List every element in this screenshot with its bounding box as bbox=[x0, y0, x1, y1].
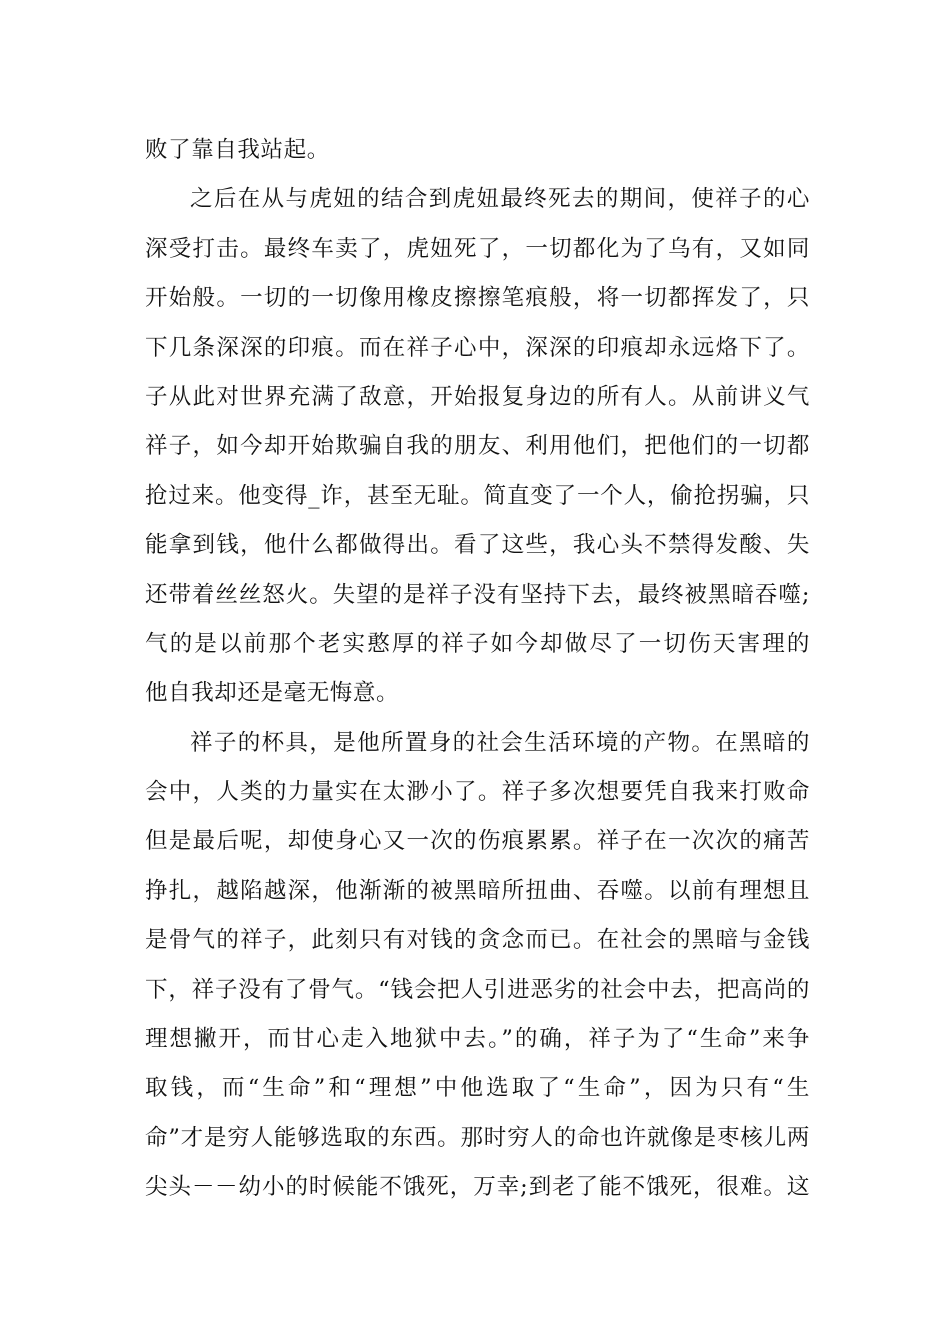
paragraph-first-line: 之后在从与虎妞的结合到虎妞最终死去的期间，使祥子的心 bbox=[190, 186, 810, 213]
text-line: 败了靠自我站起。 bbox=[145, 137, 330, 163]
text-line: 祥子，如今却开始欺骗自我的朋友、利用他们，把他们的一切都 bbox=[145, 433, 810, 460]
text-line: 他自我却还是毫无悔意。 bbox=[145, 680, 400, 707]
text-line: 深受打击。最终车卖了，虎妞死了，一切都化为了乌有，又如同 bbox=[145, 235, 810, 262]
text-line: 下，祥子没有了骨气。“钱会把人引进恶劣的社会中去，把高尚的 bbox=[145, 976, 810, 1003]
text-line: 挣扎，越陷越深，他渐渐的被黑暗所扭曲、吞噬。以前有理想且 bbox=[145, 877, 810, 904]
text-line: 取钱，而“生命”和“理想”中他选取了“生命”，因为只有“生 bbox=[145, 1075, 810, 1102]
text-line: 开始般。一切的一切像用橡皮擦擦笔痕般，将一切都挥发了，只 bbox=[145, 285, 810, 312]
text-line: 抢过来。他变得_诈，甚至无耻。简直变了一个人，偷抢拐骗，只 bbox=[145, 482, 810, 509]
text-line: 能拿到钱，他什么都做得出。看了这些，我心头不禁得发酸、失 bbox=[145, 532, 810, 559]
paragraph-first-line: 祥子的杯具，是他所置身的社会生活环境的产物。在黑暗的 bbox=[190, 729, 810, 756]
document-body bbox=[145, 126, 810, 1213]
text-line: 理想撇开，而甘心走入地狱中去。”的确，祥子为了“生命”来争 bbox=[145, 1026, 810, 1053]
text-line: 会中，人类的力量实在太渺小了。祥子多次想要凭自我来打败命 bbox=[145, 779, 810, 806]
text-line: 气的是以前那个老实憨厚的祥子如今却做尽了一切伤天害理的 bbox=[145, 630, 810, 657]
text-line: 子从此对世界充满了敌意，开始报复身边的所有人。从前讲义气 bbox=[145, 383, 810, 410]
text-line: 命”才是穷人能够选取的东西。那时穷人的命也许就像是枣核儿两 bbox=[145, 1124, 810, 1151]
text-line: 是骨气的祥子，此刻只有对钱的贪念而已。在社会的黑暗与金钱 bbox=[145, 927, 810, 954]
text-line: 但是最后呢，却使身心又一次的伤痕累累。祥子在一次次的痛苦 bbox=[145, 828, 810, 855]
text-line: 还带着丝丝怒火。失望的是祥子没有坚持下去，最终被黑暗吞噬; bbox=[145, 581, 810, 608]
text-line: 下几条深深的印痕。而在祥子心中，深深的印痕却永远烙下了。 bbox=[145, 334, 810, 361]
text-line: 尖头－－幼小的时候能不饿死，万幸;到老了能不饿死，很难。这 bbox=[145, 1174, 810, 1201]
